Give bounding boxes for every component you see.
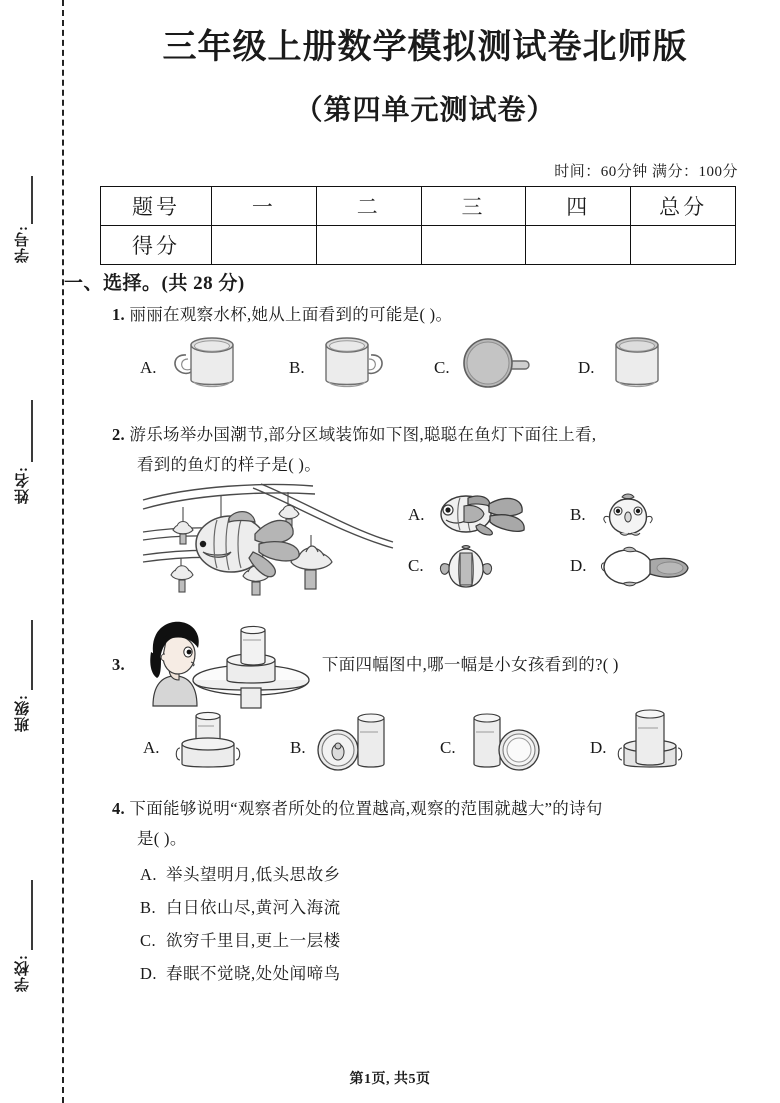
question-3-text: 下面四幅图中,哪一幅是小女孩看到的?( ) (321, 655, 619, 674)
q1-option-a-art-cup-handle-left (165, 333, 255, 393)
question-3 (112, 650, 752, 680)
question-4-text-line2: 是( )。 (137, 829, 187, 848)
q1-option-d-label[interactable]: D. (578, 358, 595, 377)
q2-option-d-label[interactable]: D. (570, 556, 587, 575)
q3-option-b-art-can-left-bottle-right (314, 706, 394, 772)
q4-option-d[interactable] (140, 957, 341, 990)
seal-label-school: 学校: (15, 954, 31, 992)
q4-option-a-label: A. (140, 865, 158, 884)
seal-label-name: 姓名: (15, 466, 31, 504)
q3-option-a-art-bottle-behind-can (168, 706, 248, 772)
table-row (101, 187, 736, 226)
question-4-number: 4. (112, 799, 125, 818)
page-subtitle: （第四单元测试卷） (294, 95, 556, 126)
question-2-number: 2. (112, 425, 125, 444)
seal-label-class: 班级: (15, 694, 31, 732)
score-cell-1[interactable] (212, 226, 317, 265)
table-row (101, 226, 736, 265)
q4-option-c-label: C. (140, 931, 157, 950)
question-3-number: 3. (112, 655, 125, 674)
q1-option-b-art-cup-handle-right (310, 333, 400, 393)
q1-option-a-label[interactable]: A. (140, 358, 157, 377)
q4-option-d-text: 春眠不觉晓,处处闻啼鸟 (166, 964, 341, 983)
question-2 (112, 420, 752, 480)
q1-option-d-art-cup-no-handle (600, 333, 690, 393)
q1-option-c-label[interactable]: C. (434, 358, 450, 377)
question-2-text-line2: 看到的鱼灯的样子是( )。 (137, 455, 322, 474)
score-cell-4[interactable] (526, 226, 631, 265)
score-table-col-total: 总分 (631, 187, 736, 226)
score-table-col-2: 二 (316, 187, 421, 226)
q2-option-b-art-fish-front-view (598, 493, 658, 537)
seal-rule-1 (31, 176, 33, 224)
score-cell-2[interactable] (316, 226, 421, 265)
score-table (100, 186, 736, 265)
score-table-row-header-1: 题号 (101, 187, 212, 226)
q2-option-b-label[interactable]: B. (570, 505, 586, 524)
q3-option-a-label[interactable]: A. (143, 738, 160, 757)
seal-rule-2 (31, 400, 33, 462)
score-cell-3[interactable] (421, 226, 526, 265)
q4-option-c-text: 欲穷千里目,更上一层楼 (166, 931, 341, 950)
q4-option-d-label: D. (140, 964, 158, 983)
q4-option-c[interactable] (140, 924, 341, 957)
score-cell-total[interactable] (631, 226, 736, 265)
q4-option-a-text: 举头望明月,低头思故乡 (166, 865, 341, 884)
q4-option-a[interactable] (140, 858, 341, 891)
q3-option-c-art-bottle-left-can-right (464, 706, 544, 772)
score-table-col-1: 一 (212, 187, 317, 226)
question-1-number: 1. (112, 305, 125, 324)
seal-rule-4 (31, 880, 33, 950)
seal-rule-3 (31, 620, 33, 690)
q1-option-b-label[interactable]: B. (289, 358, 305, 377)
q2-option-a-art-fish-side-view (434, 492, 534, 536)
seal-dashed-line (62, 0, 64, 1103)
question-2-text-line1: 游乐场举办国潮节,部分区域装饰如下图,聪聪在鱼灯下面往上看, (129, 425, 597, 444)
seal-label-student-id: 学号: (15, 225, 31, 263)
section-heading-choice: 一、选择。(共 28 分) (64, 273, 245, 294)
q3-option-b-label[interactable]: B. (290, 738, 306, 757)
question-4 (112, 794, 757, 854)
q2-option-c-art-fish-top-view (436, 545, 496, 591)
q4-option-b-label: B. (140, 898, 157, 917)
score-table-col-3: 三 (421, 187, 526, 226)
q1-option-c-art-cup-top-view (457, 336, 547, 392)
q2-option-d-art-fish-bottom-view (598, 546, 698, 588)
q2-figure-fish-lantern-scene (143, 482, 393, 607)
q3-option-d-art-bottle-front-can-behind (614, 706, 694, 772)
exam-meta: 时间：60分钟 满分：100分 (554, 164, 738, 180)
question-1-text: 丽丽在观察水杯,她从上面看到的可能是( )。 (129, 305, 453, 324)
score-table-col-4: 四 (526, 187, 631, 226)
q3-option-d-label[interactable]: D. (590, 738, 607, 757)
question-4-text-line1: 下面能够说明“观察者所处的位置越高,观察的范围就越大”的诗句 (129, 799, 603, 818)
question-1 (112, 300, 752, 330)
q3-option-c-label[interactable]: C. (440, 738, 456, 757)
page-footer: 第1页, 共5页 (349, 1072, 431, 1087)
q4-option-b[interactable] (140, 891, 341, 924)
page-title: 三年级上册数学模拟测试卷北师版 (162, 29, 688, 66)
score-table-row-header-2: 得分 (101, 226, 212, 265)
q2-option-c-label[interactable]: C. (408, 556, 424, 575)
q4-option-b-text: 白日依山尽,黄河入海流 (166, 898, 341, 917)
q2-option-a-label[interactable]: A. (408, 505, 425, 524)
question-4-poem-options (140, 858, 341, 990)
